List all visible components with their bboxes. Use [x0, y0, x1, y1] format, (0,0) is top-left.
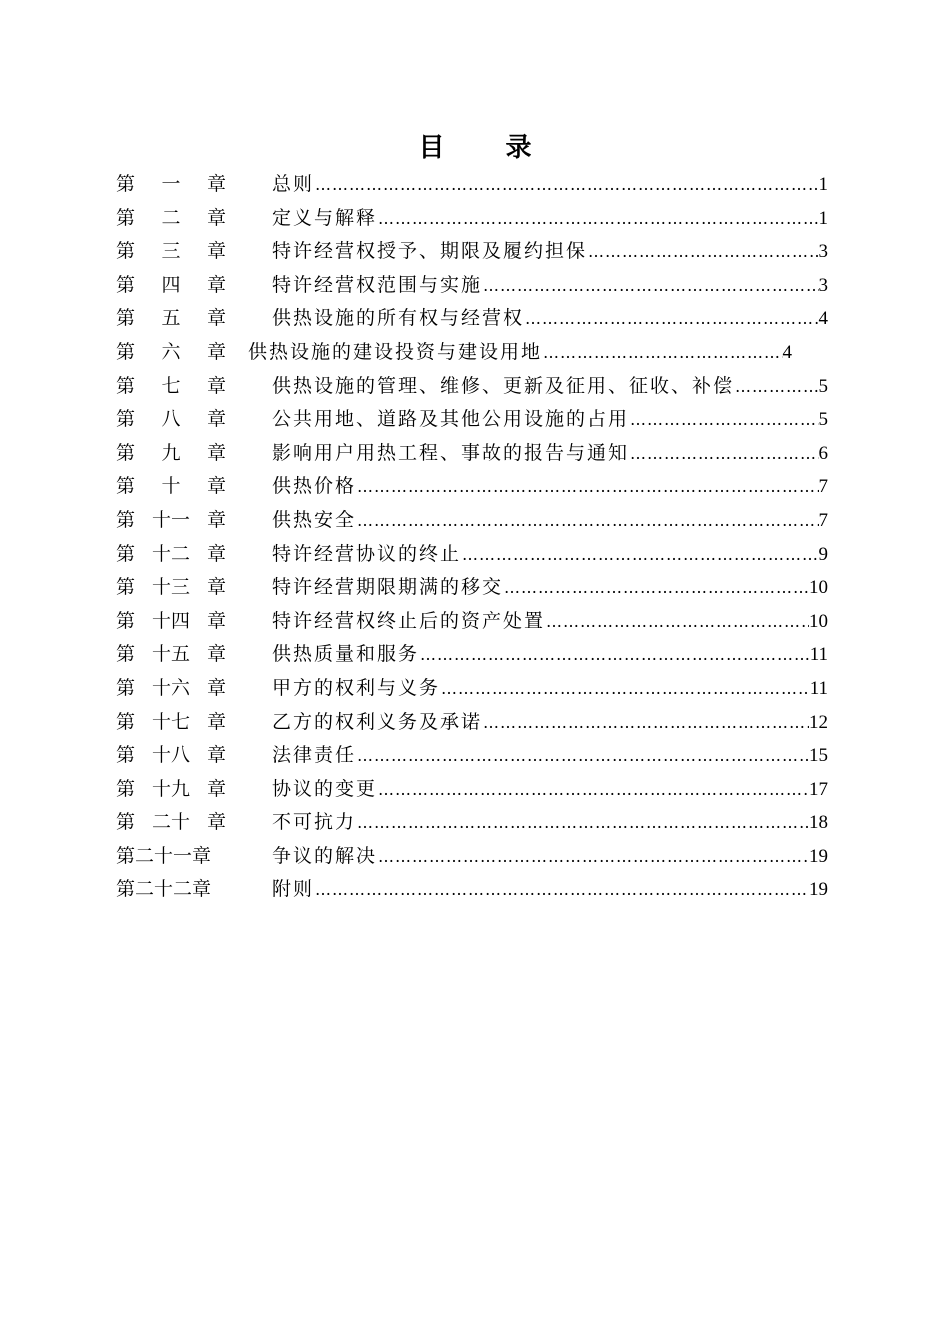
toc-entry-line [272, 370, 828, 404]
toc-entry-line [272, 269, 828, 303]
toc-chapter-number [116, 806, 226, 840]
toc-page-number: 19 [809, 845, 828, 867]
toc-page-number: 6 [818, 442, 828, 464]
toc-chapter-number [116, 403, 226, 437]
toc-entry[interactable] [116, 168, 828, 202]
toc-chapter-number [116, 235, 226, 269]
toc-page-number: 10 [809, 577, 828, 599]
toc-dot-leader [734, 370, 818, 404]
toc-entry-title: 供热设施的管理、维修、更新及征用、征收、补偿 [272, 370, 734, 404]
toc-chapter-number [116, 470, 226, 504]
toc-entry[interactable] [116, 605, 828, 639]
toc-chapter-number [116, 638, 226, 672]
toc-chapter-part: 第 [116, 777, 136, 800]
toc-dot-leader [314, 873, 809, 907]
toc-chapter-part: 章 [206, 441, 226, 464]
toc-dot-leader [377, 773, 809, 807]
toc-page-number: 1 [818, 207, 828, 229]
toc-entry[interactable] [116, 302, 828, 336]
toc-page-number: 4 [782, 341, 792, 363]
toc-chapter-part: 第 [116, 206, 136, 229]
toc-entry[interactable] [116, 571, 828, 605]
toc-entry[interactable] [116, 538, 828, 572]
toc-chapter-part: 十五 [151, 643, 190, 666]
toc-entry[interactable] [116, 437, 828, 471]
toc-chapter-part: 章 [206, 206, 226, 229]
toc-dot-leader [542, 336, 782, 370]
toc-entry-title: 特许经营权范围与实施 [272, 269, 482, 303]
toc-page-number: 15 [809, 745, 828, 767]
toc-chapter-number [116, 840, 226, 874]
toc-chapter-part: 第 [116, 240, 136, 263]
toc-chapter-part: 章 [206, 475, 226, 498]
toc-entry-line [272, 840, 828, 874]
toc-dot-leader [377, 840, 809, 874]
toc-chapter-number [116, 773, 226, 807]
toc-chapter-part: 章 [206, 576, 226, 599]
toc-entry-line [272, 470, 828, 504]
toc-chapter-part: 十 [161, 475, 181, 498]
toc-entry[interactable] [116, 269, 828, 303]
toc-page-number: 9 [818, 543, 828, 565]
toc-entry-line [272, 873, 828, 907]
toc-chapter-part: 章 [206, 240, 226, 263]
toc-dot-leader [545, 605, 809, 639]
toc-entry-title: 争议的解决 [272, 840, 377, 874]
toc-chapter-part: 第 [116, 307, 136, 330]
toc-chapter-number [116, 605, 226, 639]
toc-entry[interactable] [116, 773, 828, 807]
toc-dot-leader [629, 403, 818, 437]
toc-chapter-number [116, 269, 226, 303]
toc-entry-line [272, 168, 828, 202]
toc-chapter-number [116, 202, 226, 236]
toc-entry[interactable] [116, 672, 828, 706]
toc-chapter-number [116, 873, 226, 907]
toc-page-number: 7 [818, 476, 828, 498]
toc-dot-leader [356, 739, 809, 773]
toc-chapter-number [116, 370, 226, 404]
toc-entry-title: 特许经营权授予、期限及履约担保 [272, 235, 587, 269]
toc-chapter-part: 第 [116, 576, 136, 599]
toc-chapter-part: 十三 [151, 576, 190, 599]
toc-chapter-part: 第二十二章 [116, 878, 212, 901]
toc-entry-title: 特许经营权终止后的资产处置 [272, 605, 545, 639]
toc-chapter-part: 第 [116, 441, 136, 464]
toc-dot-leader [524, 302, 818, 336]
toc-chapter-part: 第 [116, 340, 136, 363]
toc-chapter-part: 第 [116, 475, 136, 498]
toc-chapter-number [116, 538, 226, 572]
toc-entry-title: 影响用户用热工程、事故的报告与通知 [272, 437, 629, 471]
toc-dot-leader [440, 672, 810, 706]
toc-chapter-part: 第 [116, 173, 136, 195]
toc-entry-title: 公共用地、道路及其他公用设施的占用 [272, 403, 629, 437]
toc-entry[interactable] [116, 235, 828, 269]
toc-chapter-number [116, 302, 226, 336]
toc-entry-line [272, 571, 828, 605]
toc-chapter-part: 十六 [151, 676, 190, 699]
toc-entry-title: 供热价格 [272, 470, 356, 504]
toc-chapter-part: 章 [206, 340, 226, 363]
toc-page-number: 11 [809, 644, 828, 666]
toc-entry-line [272, 504, 828, 538]
toc-chapter-part: 章 [206, 508, 226, 531]
toc-chapter-part: 第 [116, 542, 136, 565]
toc-chapter-number [116, 706, 226, 740]
toc-entry-title: 法律责任 [272, 739, 356, 773]
toc-page-number: 5 [818, 409, 828, 431]
toc-entry-line [272, 202, 828, 236]
toc-dot-leader [482, 706, 809, 740]
toc-chapter-part: 三 [161, 240, 181, 263]
toc-entry-line [272, 773, 828, 807]
toc-entry[interactable] [116, 504, 828, 538]
toc-entry-line [272, 235, 828, 269]
toc-chapter-part: 章 [206, 609, 226, 632]
toc-entry-title: 不可抗力 [272, 806, 356, 840]
toc-entry-title: 协议的变更 [272, 773, 377, 807]
toc-entry-title: 甲方的权利与义务 [272, 672, 440, 706]
toc-chapter-part: 一 [161, 173, 181, 195]
toc-entry[interactable] [116, 336, 828, 370]
toc-chapter-part: 二十 [151, 811, 190, 834]
toc-dot-leader [482, 269, 818, 303]
toc-chapter-part: 二 [161, 206, 181, 229]
toc-entry-line [272, 706, 828, 740]
toc-chapter-part: 章 [206, 408, 226, 431]
toc-chapter-part: 章 [206, 643, 226, 666]
toc-entry-title: 特许经营协议的终止 [272, 538, 461, 572]
toc-entry-title: 总则 [272, 168, 314, 202]
toc-chapter-part: 四 [161, 273, 181, 296]
toc-dot-leader [356, 470, 818, 504]
toc-chapter-part: 十八 [151, 744, 190, 767]
toc-dot-leader [461, 538, 818, 572]
toc-page-number: 5 [818, 375, 828, 397]
toc-chapter-number [116, 672, 226, 706]
toc-page-number: 10 [809, 610, 828, 632]
toc-entry-title: 供热设施的所有权与经营权 [272, 302, 524, 336]
toc-chapter-part: 九 [161, 441, 181, 464]
toc-chapter-part: 章 [206, 173, 226, 195]
toc-entry-line [272, 638, 828, 672]
toc-chapter-part: 十七 [151, 710, 190, 733]
toc-entry-line [272, 605, 828, 639]
toc-entry[interactable] [116, 873, 828, 907]
toc-entry-line [272, 739, 828, 773]
toc-page-number: 1 [818, 174, 828, 195]
toc-entry-title: 定义与解释 [272, 202, 377, 236]
toc-chapter-part: 八 [161, 408, 181, 431]
toc-page-number: 3 [818, 274, 828, 296]
toc-chapter-part: 第 [116, 508, 136, 531]
toc-chapter-part: 十二 [151, 542, 190, 565]
toc-dot-leader [503, 571, 809, 605]
toc-page-number: 3 [818, 241, 828, 263]
toc-entry[interactable] [116, 739, 828, 773]
toc-page-number: 4 [818, 308, 828, 330]
toc-entry[interactable] [116, 403, 828, 437]
toc-chapter-part: 章 [206, 710, 226, 733]
toc-entry-line [272, 437, 828, 471]
toc-dot-leader [356, 806, 809, 840]
toc-chapter-part: 十九 [151, 777, 190, 800]
toc-page-number: 12 [809, 711, 828, 733]
toc-entry-title: 乙方的权利义务及承诺 [272, 706, 482, 740]
toc-dot-leader [419, 638, 810, 672]
toc-chapter-number [116, 739, 226, 773]
toc-dot-leader [629, 437, 818, 471]
toc-entry[interactable] [116, 806, 828, 840]
toc-chapter-part: 六 [161, 340, 181, 363]
toc-page-number: 18 [809, 812, 828, 834]
toc-chapter-part: 章 [206, 811, 226, 834]
toc-entry[interactable] [116, 706, 828, 740]
toc-chapter-number [116, 571, 226, 605]
toc-entry-title: 供热安全 [272, 504, 356, 538]
toc-page-number: 7 [818, 509, 828, 531]
toc-chapter-part: 章 [206, 273, 226, 296]
toc-entry[interactable] [116, 840, 828, 874]
toc-chapter-part: 七 [161, 374, 181, 397]
toc-entry-line [272, 403, 828, 437]
toc-chapter-part: 章 [206, 542, 226, 565]
toc-chapter-part: 章 [206, 777, 226, 800]
toc-chapter-part: 第 [116, 273, 136, 296]
toc-chapter-part: 第 [116, 609, 136, 632]
toc-chapter-part: 第 [116, 744, 136, 767]
toc-page-number: 11 [809, 677, 828, 699]
toc-chapter-part: 第 [116, 643, 136, 666]
toc-chapter-part: 十四 [151, 609, 190, 632]
toc-page-number: 19 [809, 879, 828, 901]
toc-entry-title: 供热设施的建设投资与建设用地 [248, 336, 542, 370]
toc-title: 目 录 [418, 133, 558, 163]
toc-entry-title: 特许经营期限期满的移交 [272, 571, 503, 605]
toc-chapter-part: 第 [116, 811, 136, 834]
toc-chapter-part: 章 [206, 676, 226, 699]
toc-chapter-number [116, 437, 226, 471]
toc-page-number: 17 [809, 778, 828, 800]
toc-entry[interactable] [116, 470, 828, 504]
toc-entry-line [272, 538, 828, 572]
toc-entry-title: 附则 [272, 873, 314, 907]
toc-chapter-part: 五 [161, 307, 181, 330]
toc-chapter-part: 章 [206, 374, 226, 397]
toc-entry-line [272, 806, 828, 840]
toc-chapter-number [116, 504, 226, 538]
toc-chapter-part: 第 [116, 408, 136, 431]
toc-chapter-part: 章 [206, 307, 226, 330]
toc-chapter-part: 第二十一章 [116, 844, 212, 867]
toc-dot-leader [314, 168, 818, 202]
toc-chapter-part: 第 [116, 676, 136, 699]
toc-entry[interactable] [116, 370, 828, 404]
toc-dot-leader [377, 202, 818, 236]
toc-chapter-part: 十一 [151, 508, 190, 531]
toc-entry[interactable] [116, 202, 828, 236]
toc-chapter-number [116, 336, 226, 370]
toc-entry-title: 供热质量和服务 [272, 638, 419, 672]
toc-chapter-part: 第 [116, 374, 136, 397]
table-of-contents [116, 168, 828, 907]
toc-chapter-part: 章 [206, 744, 226, 767]
toc-chapter-part: 第 [116, 710, 136, 733]
toc-entry-line [248, 336, 792, 370]
toc-entry[interactable] [116, 638, 828, 672]
toc-dot-leader [356, 504, 818, 538]
toc-entry-line [272, 672, 828, 706]
toc-entry-line [272, 302, 828, 336]
toc-dot-leader [587, 235, 818, 269]
toc-chapter-number [116, 168, 226, 202]
